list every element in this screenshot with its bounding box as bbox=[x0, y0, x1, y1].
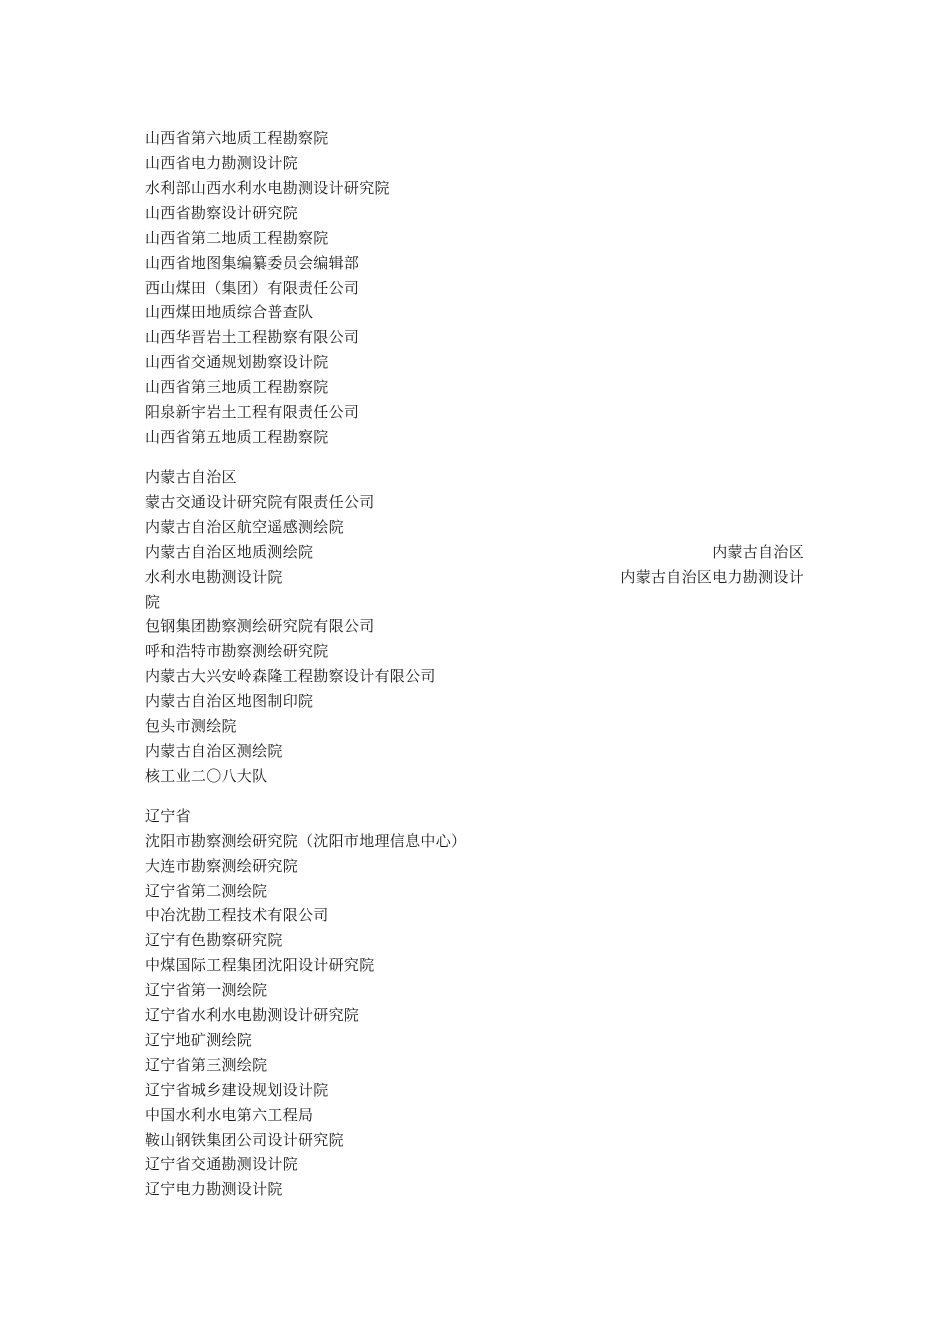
list-item: 中煤国际工程集团沈阳设计研究院 bbox=[145, 956, 375, 974]
list-item: 核工业二〇八大队 bbox=[145, 767, 268, 785]
list-item: 辽宁省水利水电勘测设计研究院 bbox=[145, 1006, 360, 1024]
list-item: 辽宁省第一测绘院 bbox=[145, 981, 268, 999]
list-item: 鞍山钢铁集团公司设计研究院 bbox=[145, 1131, 344, 1149]
list-item: 辽宁电力勘测设计院 bbox=[145, 1180, 283, 1198]
list-item: 山西省第六地质工程勘察院 bbox=[145, 129, 329, 147]
list-item: 呼和浩特市勘察测绘研究院 bbox=[145, 642, 329, 660]
list-item: 内蒙古自治区地质测绘院 bbox=[145, 543, 314, 561]
list-item: 山西省第五地质工程勘察院 bbox=[145, 428, 329, 446]
list-item: 辽宁地矿测绘院 bbox=[145, 1031, 253, 1049]
list-item: 水利部山西水利水电勘测设计研究院 bbox=[145, 179, 390, 197]
list-item-right: 内蒙古自治区电力勘测设计 bbox=[620, 568, 804, 586]
list-item: 阳泉新宇岩土工程有限责任公司 bbox=[145, 403, 360, 421]
list-item: 山西省第三地质工程勘察院 bbox=[145, 378, 329, 396]
list-item: 山西华晋岩土工程勘察有限公司 bbox=[145, 328, 360, 346]
list-item: 中冶沈勘工程技术有限公司 bbox=[145, 906, 329, 924]
list-item: 中国水利水电第六工程局 bbox=[145, 1106, 314, 1124]
list-item: 山西省地图集编纂委员会编辑部 bbox=[145, 254, 360, 272]
section-heading-neimenggu: 内蒙古自治区 bbox=[145, 468, 237, 486]
list-item: 辽宁省第二测绘院 bbox=[145, 882, 268, 900]
list-item: 包钢集团勘察测绘研究院有限公司 bbox=[145, 617, 375, 635]
list-item: 大连市勘察测绘研究院 bbox=[145, 857, 299, 875]
list-item: 内蒙古自治区测绘院 bbox=[145, 742, 283, 760]
list-item: 西山煤田（集团）有限责任公司 bbox=[145, 279, 360, 297]
list-item: 辽宁省交通勘测设计院 bbox=[145, 1155, 299, 1173]
list-item: 水利水电勘测设计院 bbox=[145, 568, 283, 586]
list-item: 辽宁有色勘察研究院 bbox=[145, 931, 283, 949]
section-heading-liaoning: 辽宁省 bbox=[145, 807, 191, 825]
list-item: 山西省勘察设计研究院 bbox=[145, 204, 299, 222]
list-item: 辽宁省第三测绘院 bbox=[145, 1056, 268, 1074]
list-item: 辽宁省城乡建设规划设计院 bbox=[145, 1081, 329, 1099]
list-item: 山西省交通规划勘察设计院 bbox=[145, 353, 329, 371]
list-item: 院 bbox=[145, 593, 161, 611]
list-item-right: 内蒙古自治区 bbox=[712, 543, 804, 561]
list-item: 内蒙古自治区航空遥感测绘院 bbox=[145, 518, 344, 536]
list-item: 山西省第二地质工程勘察院 bbox=[145, 229, 329, 247]
list-item: 山西省电力勘测设计院 bbox=[145, 154, 299, 172]
list-item: 包头市测绘院 bbox=[145, 717, 237, 735]
list-item: 内蒙古自治区地图制印院 bbox=[145, 692, 314, 710]
list-item: 内蒙古大兴安岭森隆工程勘察设计有限公司 bbox=[145, 667, 436, 685]
list-item: 沈阳市勘察测绘研究院（沈阳市地理信息中心） bbox=[145, 832, 467, 850]
list-item: 蒙古交通设计研究院有限责任公司 bbox=[145, 493, 375, 511]
list-item: 山西煤田地质综合普查队 bbox=[145, 303, 314, 321]
